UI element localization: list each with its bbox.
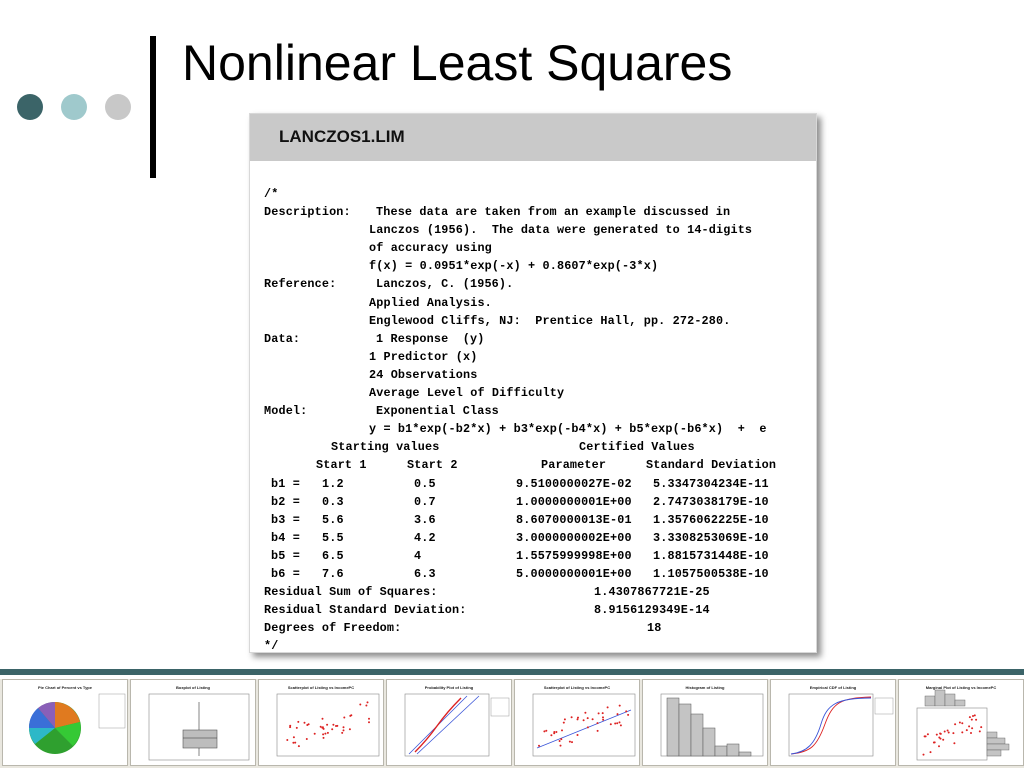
scatterplot-icon	[259, 680, 385, 767]
scatter-dot	[343, 717, 345, 719]
scatter-dot	[323, 737, 325, 739]
scatter-dot	[553, 731, 555, 733]
scatter-dot	[625, 710, 627, 712]
scatter-dot	[343, 726, 345, 728]
std-dev-value: 3.3308253069E-10	[653, 530, 769, 545]
scatter-dot	[297, 721, 299, 723]
scatter-dot	[952, 732, 954, 734]
scatter-dot	[607, 706, 609, 708]
parameter-row	[264, 493, 816, 511]
thumbnail-marginal-plot: Marginal Plot of Listing vs IncomePC	[898, 679, 1024, 766]
parameter-row	[264, 511, 816, 529]
thumbnail-scatterplot-2: Scatterplot of Listing vs IncomePC	[514, 679, 640, 766]
col-parameter: Parameter	[541, 458, 607, 473]
scatter-dot	[970, 732, 972, 734]
scatter-dot	[323, 728, 325, 730]
reference-line: Englewood Cliffs, NJ: Prentice Hall, pp. 272-280.	[369, 313, 731, 328]
scatter-dot	[597, 722, 599, 724]
lanczos-document	[249, 113, 817, 653]
model-line: Model: Exponential Class	[264, 402, 816, 420]
scatter-dot	[571, 741, 573, 743]
scatter-dot	[620, 724, 622, 726]
scatter-dot	[602, 719, 604, 721]
scatter-dot	[289, 725, 291, 727]
data-key: Data:	[264, 331, 301, 346]
scatter-dot	[336, 725, 338, 727]
parameter-value: 5.0000000001E+00	[516, 566, 632, 581]
summary-line: Residual Standard Deviation: 8.9156129349E-14	[264, 603, 710, 618]
scatter-dot	[602, 716, 604, 718]
decor-dot-light	[61, 94, 87, 120]
scatter-dot	[948, 732, 950, 734]
scatter-dot	[971, 719, 973, 721]
scatter-dot	[545, 730, 547, 732]
comment-close: */	[264, 639, 279, 653]
slide-title: Nonlinear Least Squares	[182, 35, 733, 91]
start2-value: 4	[414, 548, 422, 563]
description-line: Description: These data are taken from an example discussed in	[264, 203, 816, 221]
scatter-dot	[584, 712, 586, 714]
scatter-dot	[592, 718, 594, 720]
summary-line: Residual Sum of Squares: 1.4307867721E-25	[264, 585, 710, 600]
description-line: f(x) = 0.0951*exp(-x) + 0.8607*exp(-3*x)	[369, 259, 659, 274]
scatter-dot	[349, 715, 351, 717]
param-name: b6 =	[271, 566, 300, 581]
marginal-plot-icon	[899, 680, 1024, 767]
parameter-row	[264, 565, 816, 583]
std-dev-value: 1.8815731448E-10	[653, 548, 769, 563]
scatter-dot	[602, 712, 604, 714]
scatter-dot	[368, 718, 370, 720]
scatter-dot	[980, 726, 982, 728]
data-line: 1 Predictor (x)	[369, 349, 478, 364]
scatter-dot	[560, 738, 562, 740]
scatter-dot	[550, 734, 552, 736]
scatter-dot	[616, 722, 618, 724]
start2-value: 0.7	[414, 494, 436, 509]
std-dev-value: 1.1057500538E-10	[653, 566, 769, 581]
start2-value: 6.3	[414, 566, 436, 581]
scatter-dot	[924, 735, 926, 737]
scatter-dot	[294, 742, 296, 744]
scatter-dot	[286, 739, 288, 741]
col-standard-deviation: Standard Deviation	[646, 458, 777, 473]
scatter-dot	[367, 701, 369, 703]
scatter-dot	[306, 738, 308, 740]
std-dev-value: 5.3347304234E-11	[653, 476, 769, 491]
scatter-dot	[927, 733, 929, 735]
reference-line: Applied Analysis.	[369, 295, 492, 310]
model-line: y = b1*exp(-b2*x) + b3*exp(-b4*x) + b5*exp(-b6*x) + e	[369, 422, 767, 437]
thumbnail-boxplot: Boxplot of Listing	[130, 679, 256, 766]
scatter-dot	[930, 751, 932, 753]
thumbnail-histogram: Histogram of Listing	[642, 679, 768, 766]
scatter-dot	[343, 729, 345, 731]
description-line: Lanczos (1956). The data were generated to 14-digits	[369, 223, 753, 238]
scatter-dot	[327, 732, 329, 734]
parameter-value: 9.5100000027E-02	[516, 476, 632, 491]
scatter-dot	[296, 727, 298, 729]
scatter-dot	[306, 724, 308, 726]
scatter-dot	[968, 725, 970, 727]
param-name: b1 =	[271, 476, 300, 491]
scatter-dot	[314, 733, 316, 735]
parameter-value: 1.0000000001E+00	[516, 494, 632, 509]
parameter-row	[264, 475, 816, 493]
scatter-dot	[569, 741, 571, 743]
scatter-dot	[971, 727, 973, 729]
scatter-dot	[583, 719, 585, 721]
scatter-dot	[320, 726, 322, 728]
start2-value: 0.5	[414, 476, 436, 491]
table-group-header	[264, 438, 816, 456]
thumbnail-pie-chart: Pie Chart of Percent vs Type	[2, 679, 128, 766]
starting-values-header: Starting values	[331, 440, 440, 455]
scatter-dot	[923, 754, 925, 756]
scatter-dot	[966, 729, 968, 731]
reference-line: Reference: Lanczos, C. (1956).	[264, 275, 816, 293]
scatter-dot	[571, 716, 573, 718]
scatter-dot	[975, 719, 977, 721]
parameter-row	[264, 529, 816, 547]
thumbnail-empirical-cdf: Empirical CDF of Listing	[770, 679, 896, 766]
scatter-dot	[940, 733, 942, 735]
start1-value: 5.6	[322, 512, 344, 527]
scatter-dot	[961, 722, 963, 724]
model-key: Model:	[264, 404, 308, 419]
scatter-dot	[577, 717, 579, 719]
document-body	[250, 161, 816, 653]
scatter-dot	[953, 742, 955, 744]
std-dev-value: 2.7473038179E-10	[653, 494, 769, 509]
cdf-icon	[771, 680, 897, 767]
scatter-dot	[959, 722, 961, 724]
description-line: of accuracy using	[369, 241, 492, 256]
start1-value: 7.6	[322, 566, 344, 581]
title-divider	[150, 36, 156, 178]
scatter-dot	[561, 729, 563, 731]
col-start2: Start 2	[407, 458, 458, 473]
thumbnail-scatterplot-1: Scatterplot of Listing vs IncomePC	[258, 679, 384, 766]
decor-dot-dark	[17, 94, 43, 120]
parameter-row	[264, 547, 816, 565]
param-name: b4 =	[271, 530, 300, 545]
scatter-dot	[940, 738, 942, 740]
scatter-dot	[322, 718, 324, 720]
scatter-dot	[944, 731, 946, 733]
scatter-dot	[577, 734, 579, 736]
scatter-dot	[331, 728, 333, 730]
start1-value: 6.5	[322, 548, 344, 563]
scatter-dot	[559, 740, 561, 742]
start2-value: 3.6	[414, 512, 436, 527]
reference-key: Reference:	[264, 277, 337, 292]
data-line: Data: 1 Response (y)	[264, 330, 816, 348]
scatter-dot	[972, 715, 974, 717]
scatter-dot	[368, 721, 370, 723]
scatter-dot	[974, 714, 976, 716]
scatter-dot	[298, 745, 300, 747]
scatter-dot	[938, 745, 940, 747]
thumbnail-strip	[0, 679, 1024, 768]
scatter-dot	[619, 721, 621, 723]
scatter-dot	[332, 724, 334, 726]
scatter-dot	[947, 730, 949, 732]
certified-values-header: Certified Values	[579, 440, 695, 455]
parameter-value: 1.5575999998E+00	[516, 548, 632, 563]
scatter-dot	[936, 734, 938, 736]
scatter-dot	[326, 724, 328, 726]
scatter-dot	[563, 722, 565, 724]
parameter-value: 8.6070000013E-01	[516, 512, 632, 527]
scatter-dot	[614, 723, 616, 725]
scatter-dot	[543, 730, 545, 732]
scatter-dot	[627, 714, 629, 716]
scatter-dot	[292, 742, 294, 744]
boxplot-icon	[131, 680, 257, 767]
scatter-dot	[538, 745, 540, 747]
scatter-dot	[359, 704, 361, 706]
scatter-dot	[587, 726, 589, 728]
scatter-dot	[598, 712, 600, 714]
scatter-dot	[365, 705, 367, 707]
scatter-dot	[587, 717, 589, 719]
std-dev-value: 1.3576062225E-10	[653, 512, 769, 527]
data-line: 24 Observations	[369, 367, 478, 382]
scatter-dot	[619, 705, 621, 707]
description-key: Description:	[264, 205, 351, 220]
scatter-dot	[564, 718, 566, 720]
summary-line: Degrees of Freedom: 18	[264, 621, 662, 636]
scatter-dot	[597, 730, 599, 732]
probability-plot-icon	[387, 680, 513, 767]
parameter-value: 3.0000000002E+00	[516, 530, 632, 545]
document-header: LANCZOS1.LIM	[250, 114, 816, 161]
scatter-dot	[610, 723, 612, 725]
table-column-header	[264, 456, 816, 474]
scatter-dot	[617, 713, 619, 715]
scatter-dot	[979, 730, 981, 732]
scatter-dot	[942, 739, 944, 741]
pie-chart-icon	[3, 680, 129, 767]
scatter-dot	[555, 731, 557, 733]
decor-dot-gray	[105, 94, 131, 120]
thumbnail-probability-plot: Probability Plot of Listing	[386, 679, 512, 766]
scatter-dot	[577, 718, 579, 720]
scatter-dot	[324, 733, 326, 735]
histogram-icon	[643, 680, 769, 767]
start1-value: 1.2	[322, 476, 344, 491]
start1-value: 5.5	[322, 530, 344, 545]
scatter-dot	[969, 716, 971, 718]
scatter-dot	[934, 741, 936, 743]
scatter-dot	[961, 731, 963, 733]
scatterplot-fit-icon	[515, 680, 641, 767]
data-line: Average Level of Difficulty	[369, 386, 565, 401]
start2-value: 4.2	[414, 530, 436, 545]
scatter-dot	[293, 736, 295, 738]
scatter-dot	[304, 722, 306, 724]
param-name: b3 =	[271, 512, 300, 527]
param-name: b5 =	[271, 548, 300, 563]
scatter-dot	[341, 732, 343, 734]
comment-open: /*	[264, 187, 279, 201]
col-start1: Start 1	[316, 458, 367, 473]
footer-accent-line	[0, 669, 1024, 675]
param-name: b2 =	[271, 494, 300, 509]
scatter-dot	[322, 733, 324, 735]
scatter-dot	[954, 723, 956, 725]
start1-value: 0.3	[322, 494, 344, 509]
scatter-dot	[560, 745, 562, 747]
scatter-dot	[349, 728, 351, 730]
